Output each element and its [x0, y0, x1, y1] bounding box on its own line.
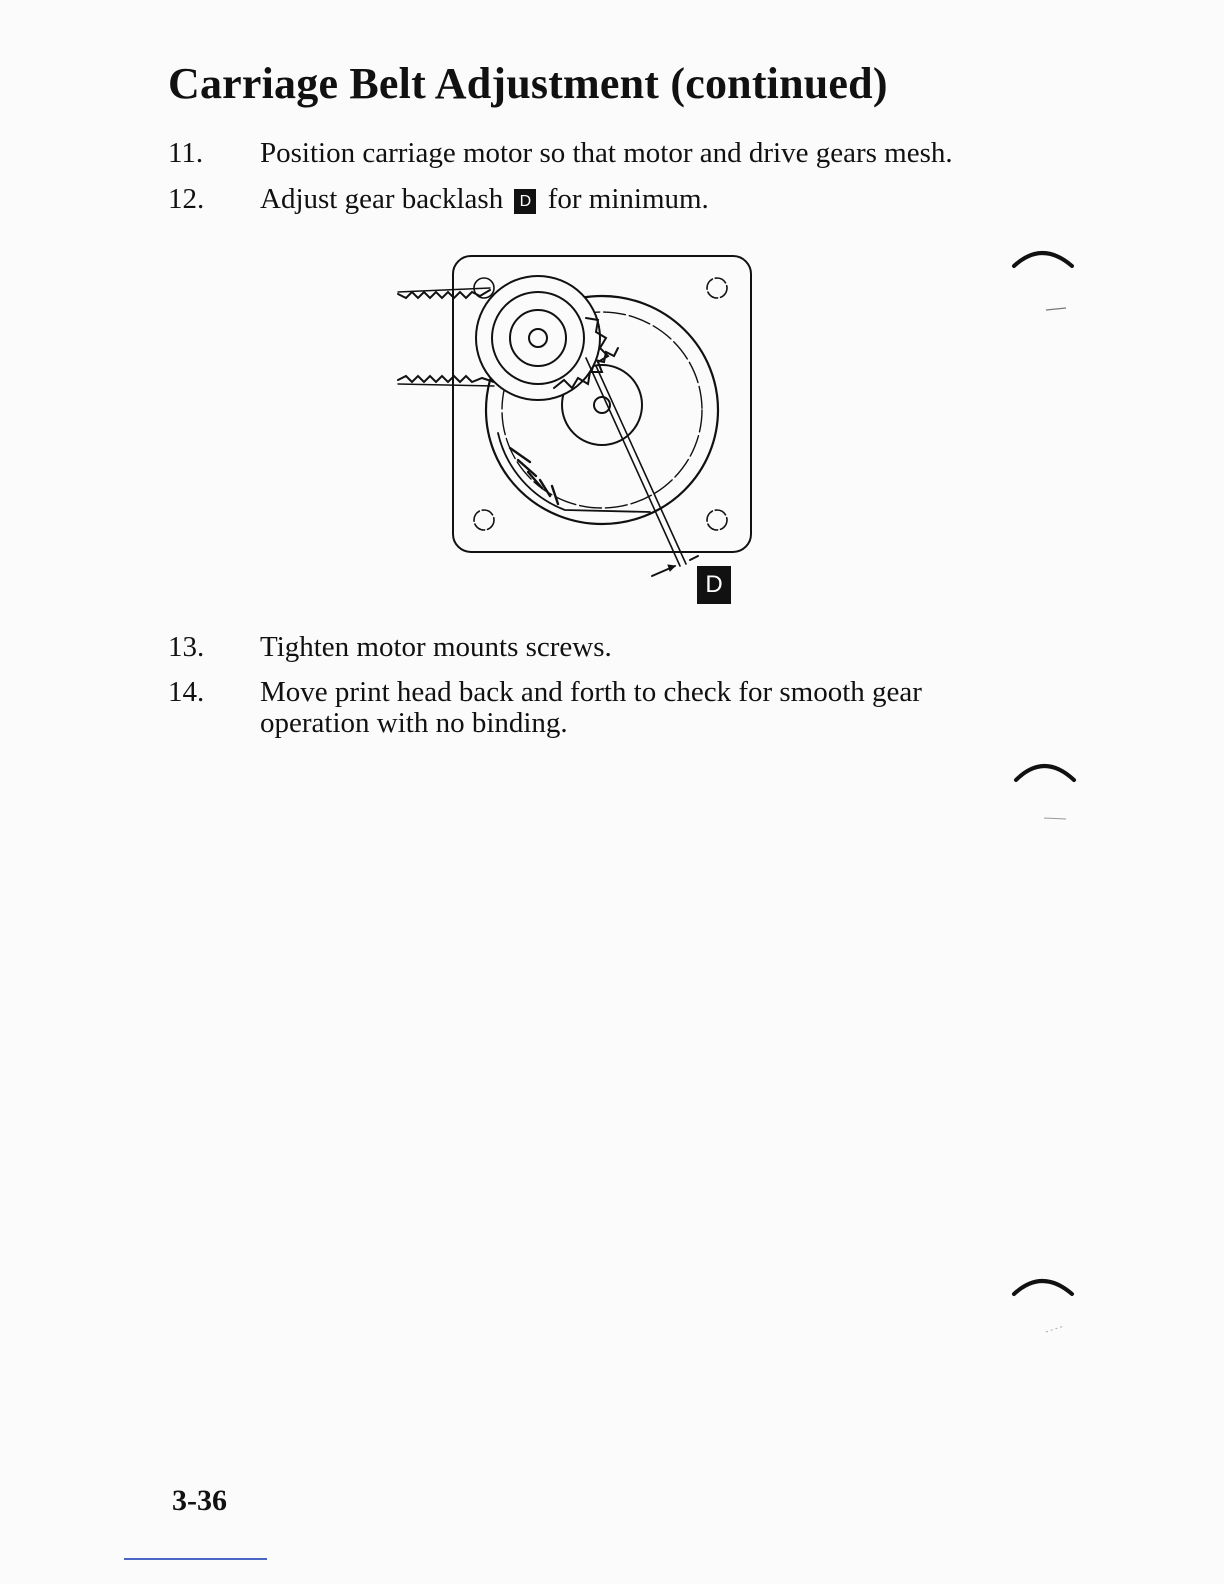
step-text-after: for minimum.: [547, 183, 709, 215]
screw-hole-bottom-left: [474, 510, 494, 530]
binder-hole-mark-top: [1008, 244, 1078, 314]
step-number: 14.: [168, 676, 205, 708]
belt-lower: [398, 376, 494, 382]
belt-lower-edge: [398, 384, 494, 386]
callout-d-badge: D: [514, 189, 536, 214]
callout-d-label: D: [697, 566, 731, 604]
step-text: Position carriage motor so that motor and drive gears mesh.: [260, 137, 953, 169]
backlash-arrowhead: [668, 565, 675, 571]
screw-hole-bottom-right: [707, 510, 727, 530]
page-title: Carriage Belt Adjustment (continued): [168, 59, 888, 108]
footer-rule: [124, 1558, 267, 1560]
belt-upper-edge: [398, 288, 490, 292]
step-text: [260, 677, 922, 739]
step-text-line2: operation with no binding.: [260, 707, 568, 739]
gear-backlash-diagram: [390, 248, 770, 583]
page-number: 3-36: [172, 1484, 227, 1517]
motor-gear-illustration: [390, 248, 770, 578]
step-number: 11.: [168, 137, 204, 169]
step-text: Tighten motor mounts screws.: [260, 631, 612, 663]
screw-hole-top-right: [707, 278, 727, 298]
step-text-before: Adjust gear backlash: [260, 183, 504, 215]
step-number: 12.: [168, 183, 205, 215]
binder-hole-mark-middle: [1008, 756, 1078, 826]
slot-arc: [498, 433, 650, 512]
gear-slot-marks: [510, 448, 558, 504]
step-number: 13.: [168, 631, 205, 663]
step-text: [260, 184, 709, 215]
binder-hole-mark-bottom: [1008, 1268, 1078, 1338]
step-text-line1: Move print head back and forth to check for smooth gear: [260, 676, 922, 708]
